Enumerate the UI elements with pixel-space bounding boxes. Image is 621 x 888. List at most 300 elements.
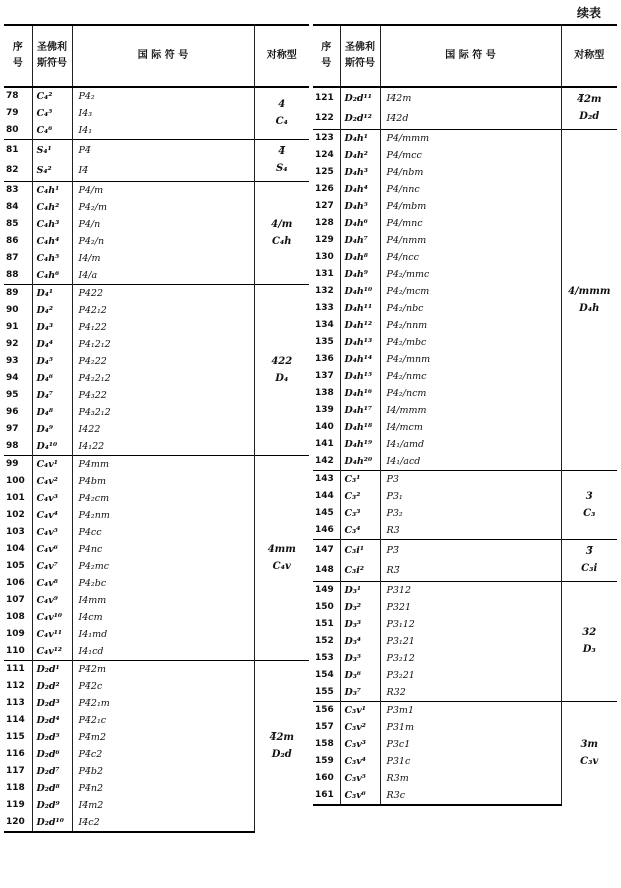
row-number: 82 xyxy=(4,161,32,182)
point-group-schoenflies: C₄h xyxy=(271,235,292,247)
schoenflies-symbol: D₄h¹³ xyxy=(340,334,380,351)
schoenflies-symbol: D₂d³ xyxy=(32,695,72,712)
row-number: 87 xyxy=(4,250,32,267)
international-symbol: I4mm xyxy=(72,592,254,609)
symmetry-type xyxy=(561,130,617,471)
row-number: 157 xyxy=(313,719,340,736)
international-symbol: P4̅2₁c xyxy=(72,712,254,729)
row-number: 95 xyxy=(4,387,32,404)
international-symbol: P4₂/mbc xyxy=(380,334,561,351)
row-number: 103 xyxy=(4,524,32,541)
international-symbol: P4/m xyxy=(72,182,254,200)
row-number: 93 xyxy=(4,353,32,370)
schoenflies-symbol: D₄h¹⁴ xyxy=(340,351,380,368)
international-symbol: P4₂/nbc xyxy=(380,300,561,317)
row-number: 143 xyxy=(313,471,340,489)
row-number: 144 xyxy=(313,488,340,505)
row-number: 145 xyxy=(313,505,340,522)
row-number: 134 xyxy=(313,317,340,334)
international-symbol: I4̅m2 xyxy=(72,797,254,814)
international-symbol: I4₁md xyxy=(72,626,254,643)
international-symbol: P312 xyxy=(380,582,561,600)
symmetry-type xyxy=(254,456,309,661)
row-number: 152 xyxy=(313,633,340,650)
header-international: 国 际 符 号 xyxy=(72,25,254,87)
schoenflies-symbol: D₄h¹ xyxy=(340,130,380,148)
international-symbol: I4/a xyxy=(72,267,254,285)
table-row xyxy=(313,702,617,720)
schoenflies-symbol: C₄v² xyxy=(32,473,72,490)
schoenflies-symbol: D₄h²⁰ xyxy=(340,453,380,471)
international-symbol: P4₂mc xyxy=(72,558,254,575)
row-number: 159 xyxy=(313,753,340,770)
point-group-schoenflies: C₃v xyxy=(580,756,599,767)
row-number: 117 xyxy=(4,763,32,780)
schoenflies-symbol: D₂d⁵ xyxy=(32,729,72,746)
schoenflies-symbol: C₄v⁸ xyxy=(32,575,72,592)
international-symbol: P4₃2₁2 xyxy=(72,404,254,421)
international-symbol: P4₂/mcm xyxy=(380,283,561,300)
row-number: 85 xyxy=(4,216,32,233)
header-row xyxy=(4,25,309,87)
international-symbol: P4₃22 xyxy=(72,387,254,404)
schoenflies-symbol: D₂d¹ xyxy=(32,661,72,679)
row-number: 104 xyxy=(4,541,32,558)
right-table xyxy=(313,24,617,806)
international-symbol: I4̅c2 xyxy=(72,814,254,832)
schoenflies-symbol: D₄⁴ xyxy=(32,336,72,353)
symmetry-type xyxy=(561,702,617,806)
table-row xyxy=(313,87,617,109)
schoenflies-symbol: C₃² xyxy=(340,488,380,505)
row-number: 114 xyxy=(4,712,32,729)
international-symbol: P4₂cm xyxy=(72,490,254,507)
international-symbol: P4̅c2 xyxy=(72,746,254,763)
schoenflies-symbol: D₄³ xyxy=(32,319,72,336)
international-symbol: I4₃ xyxy=(72,105,254,122)
schoenflies-symbol: C₄h¹ xyxy=(32,182,72,200)
schoenflies-symbol: D₄h¹⁰ xyxy=(340,283,380,300)
row-number: 148 xyxy=(313,561,340,582)
international-symbol: P4/mnc xyxy=(380,215,561,232)
row-number: 138 xyxy=(313,385,340,402)
international-symbol: P4₂/ncm xyxy=(380,385,561,402)
international-symbol: P4̅n2 xyxy=(72,780,254,797)
row-number: 110 xyxy=(4,643,32,661)
row-number: 119 xyxy=(4,797,32,814)
international-symbol: P4₂/mmc xyxy=(380,266,561,283)
international-symbol: P3₁21 xyxy=(380,633,561,650)
point-group-schoenflies: D₄ xyxy=(275,372,289,384)
row-number: 100 xyxy=(4,473,32,490)
point-group-international: 4/m xyxy=(271,218,293,230)
table-row xyxy=(4,661,309,679)
international-symbol: I4/m xyxy=(72,250,254,267)
international-symbol: P4/n xyxy=(72,216,254,233)
international-symbol: P31m xyxy=(380,719,561,736)
row-number: 99 xyxy=(4,456,32,474)
schoenflies-symbol: D₂d⁹ xyxy=(32,797,72,814)
symmetry-type xyxy=(254,182,309,285)
schoenflies-symbol: S₄¹ xyxy=(32,140,72,161)
symmetry-type xyxy=(561,582,617,702)
row-number: 89 xyxy=(4,285,32,303)
international-symbol: P42₁2 xyxy=(72,302,254,319)
schoenflies-symbol: D₂d¹² xyxy=(340,109,380,130)
schoenflies-symbol: D₃⁶ xyxy=(340,667,380,684)
schoenflies-symbol: D₄h⁶ xyxy=(340,215,380,232)
row-number: 90 xyxy=(4,302,32,319)
international-symbol: P4₂/n xyxy=(72,233,254,250)
international-symbol: I4₁/amd xyxy=(380,436,561,453)
row-number: 126 xyxy=(313,181,340,198)
schoenflies-symbol: C₄h⁵ xyxy=(32,250,72,267)
schoenflies-symbol: D₂d² xyxy=(32,678,72,695)
schoenflies-symbol: D₄h¹² xyxy=(340,317,380,334)
row-number: 149 xyxy=(313,582,340,600)
international-symbol: P422 xyxy=(72,285,254,303)
international-symbol: P4/nnc xyxy=(380,181,561,198)
international-symbol: P4/mmm xyxy=(380,130,561,148)
international-symbol: I4/mcm xyxy=(380,419,561,436)
international-symbol: I4₁22 xyxy=(72,438,254,456)
schoenflies-symbol: C₄² xyxy=(32,87,72,105)
international-symbol: I4₁/acd xyxy=(380,453,561,471)
international-symbol: P4̅2₁m xyxy=(72,695,254,712)
schoenflies-symbol: C₃i¹ xyxy=(340,540,380,561)
header-symmetry: 对称型 xyxy=(574,50,605,61)
symmetry-type xyxy=(561,540,617,582)
schoenflies-symbol: C₄v¹⁰ xyxy=(32,609,72,626)
row-number: 106 xyxy=(4,575,32,592)
row-number: 131 xyxy=(313,266,340,283)
international-symbol: P3 xyxy=(380,471,561,489)
row-number: 161 xyxy=(313,787,340,805)
schoenflies-symbol: D₄h⁷ xyxy=(340,232,380,249)
schoenflies-symbol: D₂d⁴ xyxy=(32,712,72,729)
row-number: 86 xyxy=(4,233,32,250)
row-number: 154 xyxy=(313,667,340,684)
schoenflies-symbol: D₄h⁹ xyxy=(340,266,380,283)
international-symbol: I4cm xyxy=(72,609,254,626)
symmetry-type xyxy=(561,471,617,540)
international-symbol: I4̅2d xyxy=(380,109,561,130)
international-symbol: P4/nbm xyxy=(380,164,561,181)
international-symbol: R3 xyxy=(380,522,561,540)
schoenflies-symbol: D₃¹ xyxy=(340,582,380,600)
international-symbol: P4̅ xyxy=(72,140,254,161)
row-number: 98 xyxy=(4,438,32,456)
row-number: 107 xyxy=(4,592,32,609)
schoenflies-symbol: C₃v⁶ xyxy=(340,787,380,805)
row-number: 125 xyxy=(313,164,340,181)
schoenflies-symbol: C₃v⁴ xyxy=(340,753,380,770)
row-number: 84 xyxy=(4,199,32,216)
point-group-international: 4̅2m xyxy=(577,94,602,105)
row-number: 81 xyxy=(4,140,32,161)
international-symbol: P4₂2₁2 xyxy=(72,370,254,387)
schoenflies-symbol: D₂d⁷ xyxy=(32,763,72,780)
schoenflies-symbol: D₂d⁸ xyxy=(32,780,72,797)
symmetry-type xyxy=(561,87,617,130)
international-symbol: R32 xyxy=(380,684,561,702)
schoenflies-symbol: D₄h³ xyxy=(340,164,380,181)
row-number: 140 xyxy=(313,419,340,436)
row-number: 142 xyxy=(313,453,340,471)
international-symbol: P4bm xyxy=(72,473,254,490)
schoenflies-symbol: C₄v⁷ xyxy=(32,558,72,575)
international-symbol: P4₁22 xyxy=(72,319,254,336)
row-number: 153 xyxy=(313,650,340,667)
schoenflies-symbol: C₃v¹ xyxy=(340,702,380,720)
international-symbol: P4̅m2 xyxy=(72,729,254,746)
row-number: 146 xyxy=(313,522,340,540)
row-number: 155 xyxy=(313,684,340,702)
international-symbol: P3̅ xyxy=(380,540,561,561)
schoenflies-symbol: D₂d¹¹ xyxy=(340,87,380,109)
row-number: 130 xyxy=(313,249,340,266)
symmetry-type xyxy=(254,661,309,833)
row-number: 115 xyxy=(4,729,32,746)
schoenflies-symbol: D₃⁴ xyxy=(340,633,380,650)
international-symbol: R3̅ xyxy=(380,561,561,582)
international-symbol: P4/mbm xyxy=(380,198,561,215)
row-number: 136 xyxy=(313,351,340,368)
row-number: 79 xyxy=(4,105,32,122)
point-group-international: 32 xyxy=(582,627,597,638)
row-number: 129 xyxy=(313,232,340,249)
schoenflies-symbol: C₄v⁴ xyxy=(32,507,72,524)
row-number: 109 xyxy=(4,626,32,643)
international-symbol: R3m xyxy=(380,770,561,787)
point-group-schoenflies: D₂d xyxy=(271,749,292,760)
international-symbol: P3₂21 xyxy=(380,667,561,684)
row-number: 151 xyxy=(313,616,340,633)
schoenflies-symbol: D₄⁹ xyxy=(32,421,72,438)
row-number: 116 xyxy=(4,746,32,763)
schoenflies-symbol: C₄v⁶ xyxy=(32,541,72,558)
schoenflies-symbol: D₂d⁶ xyxy=(32,746,72,763)
row-number: 78 xyxy=(4,87,32,105)
international-symbol: R3c xyxy=(380,787,561,805)
point-group-schoenflies: C₃i xyxy=(581,563,598,574)
point-group-schoenflies: S₄ xyxy=(275,163,288,174)
schoenflies-symbol: C₄h³ xyxy=(32,216,72,233)
row-number: 133 xyxy=(313,300,340,317)
point-group-schoenflies: D₄h xyxy=(579,302,600,314)
row-number: 141 xyxy=(313,436,340,453)
point-group-international: 4/mmm xyxy=(568,285,611,297)
schoenflies-symbol: D₃² xyxy=(340,599,380,616)
row-number: 111 xyxy=(4,661,32,679)
international-symbol: I4̅2m xyxy=(380,87,561,109)
row-number: 80 xyxy=(4,122,32,140)
schoenflies-symbol: C₃v³ xyxy=(340,736,380,753)
point-group-international: 3 xyxy=(585,490,593,502)
schoenflies-symbol: D₄⁷ xyxy=(32,387,72,404)
point-group-schoenflies: C₄v xyxy=(272,560,291,572)
table-row xyxy=(4,140,309,161)
table-row xyxy=(4,285,309,303)
point-group-schoenflies: C₄ xyxy=(275,116,288,127)
schoenflies-symbol: C₄h² xyxy=(32,199,72,216)
left-table xyxy=(4,24,309,833)
schoenflies-symbol: D₄h¹⁵ xyxy=(340,368,380,385)
international-symbol: I4/mmm xyxy=(380,402,561,419)
schoenflies-symbol: C₄⁵ xyxy=(32,105,72,122)
row-number: 120 xyxy=(4,814,32,832)
international-symbol: I4₁cd xyxy=(72,643,254,661)
row-number: 88 xyxy=(4,267,32,285)
row-number: 127 xyxy=(313,198,340,215)
international-symbol: P4̅2m xyxy=(72,661,254,679)
row-number: 113 xyxy=(4,695,32,712)
header-number: 序 号 xyxy=(313,25,340,87)
table-row xyxy=(313,582,617,600)
international-symbol: P4₂nm xyxy=(72,507,254,524)
international-symbol: P4/mcc xyxy=(380,147,561,164)
table-row xyxy=(4,456,309,474)
schoenflies-symbol: C₃¹ xyxy=(340,471,380,489)
international-symbol: P3₂ xyxy=(380,505,561,522)
international-symbol: P4₂22 xyxy=(72,353,254,370)
schoenflies-symbol: C₄h⁴ xyxy=(32,233,72,250)
table-row xyxy=(313,471,617,489)
schoenflies-symbol: C₄v¹¹ xyxy=(32,626,72,643)
schoenflies-symbol: D₄¹⁰ xyxy=(32,438,72,456)
row-number: 91 xyxy=(4,319,32,336)
continued-label: 续表 xyxy=(576,6,601,20)
international-symbol: I422 xyxy=(72,421,254,438)
point-group-international: 3m xyxy=(580,739,599,750)
table-row xyxy=(313,130,617,148)
schoenflies-symbol: D₂d¹⁰ xyxy=(32,814,72,832)
schoenflies-symbol: D₃⁵ xyxy=(340,650,380,667)
table-row xyxy=(4,87,309,105)
international-symbol: P4₂/m xyxy=(72,199,254,216)
schoenflies-symbol: D₄h¹⁸ xyxy=(340,419,380,436)
schoenflies-symbol: D₄⁶ xyxy=(32,370,72,387)
international-symbol: P31c xyxy=(380,753,561,770)
international-symbol: P4mm xyxy=(72,456,254,474)
schoenflies-symbol: D₄⁸ xyxy=(32,404,72,421)
schoenflies-symbol: C₃i² xyxy=(340,561,380,582)
international-symbol: P4₁2₁2 xyxy=(72,336,254,353)
schoenflies-symbol: C₄v¹ xyxy=(32,456,72,474)
header-number: 序 号 xyxy=(4,25,32,87)
symmetry-type xyxy=(254,140,309,182)
row-number: 137 xyxy=(313,368,340,385)
row-number: 118 xyxy=(4,780,32,797)
schoenflies-symbol: D₄h² xyxy=(340,147,380,164)
schoenflies-symbol: C₄v⁵ xyxy=(32,524,72,541)
schoenflies-symbol: D₄h¹⁷ xyxy=(340,402,380,419)
header-symmetry: 对称型 xyxy=(266,50,297,61)
international-symbol: P3₁12 xyxy=(380,616,561,633)
row-number: 139 xyxy=(313,402,340,419)
row-number: 132 xyxy=(313,283,340,300)
row-number: 101 xyxy=(4,490,32,507)
international-symbol: P4/nmm xyxy=(380,232,561,249)
schoenflies-symbol: S₄² xyxy=(32,161,72,182)
symmetry-type xyxy=(254,285,309,456)
row-number: 105 xyxy=(4,558,32,575)
row-number: 94 xyxy=(4,370,32,387)
symmetry-type xyxy=(254,87,309,140)
row-number: 112 xyxy=(4,678,32,695)
international-symbol: P4₂/mnm xyxy=(380,351,561,368)
schoenflies-symbol: D₄h¹⁹ xyxy=(340,436,380,453)
schoenflies-symbol: D₄h¹⁶ xyxy=(340,385,380,402)
row-number: 122 xyxy=(313,109,340,130)
international-symbol: P3₁ xyxy=(380,488,561,505)
international-symbol: P3m1 xyxy=(380,702,561,720)
international-symbol: I4̅ xyxy=(72,161,254,182)
international-symbol: P4/ncc xyxy=(380,249,561,266)
schoenflies-symbol: C₃⁴ xyxy=(340,522,380,540)
row-number: 102 xyxy=(4,507,32,524)
row-number: 83 xyxy=(4,182,32,200)
schoenflies-symbol: C₃³ xyxy=(340,505,380,522)
point-group-schoenflies: D₂d xyxy=(579,111,600,122)
row-number: 124 xyxy=(313,147,340,164)
row-number: 158 xyxy=(313,736,340,753)
header-row xyxy=(313,25,617,87)
header-schoenflies: 圣佛利 斯符号 xyxy=(32,25,72,87)
schoenflies-symbol: D₄¹ xyxy=(32,285,72,303)
schoenflies-symbol: D₄h⁵ xyxy=(340,198,380,215)
row-number: 121 xyxy=(313,87,340,109)
schoenflies-symbol: C₄v¹² xyxy=(32,643,72,661)
international-symbol: P3₂12 xyxy=(380,650,561,667)
schoenflies-symbol: C₄h⁶ xyxy=(32,267,72,285)
row-number: 150 xyxy=(313,599,340,616)
international-symbol: P4nc xyxy=(72,541,254,558)
row-number: 123 xyxy=(313,130,340,148)
row-number: 156 xyxy=(313,702,340,720)
schoenflies-symbol: C₃v⁵ xyxy=(340,770,380,787)
point-group-international: 4̅ xyxy=(278,146,286,157)
row-number: 97 xyxy=(4,421,32,438)
international-symbol: P4̅b2 xyxy=(72,763,254,780)
international-symbol: P4₂/nmc xyxy=(380,368,561,385)
row-number: 128 xyxy=(313,215,340,232)
schoenflies-symbol: D₄⁵ xyxy=(32,353,72,370)
international-symbol: P4cc xyxy=(72,524,254,541)
international-symbol: P4̅2c xyxy=(72,678,254,695)
international-symbol: P4₂ xyxy=(72,87,254,105)
table-row xyxy=(4,182,309,200)
point-group-schoenflies: D₃ xyxy=(582,644,596,655)
international-symbol: P4₂/nnm xyxy=(380,317,561,334)
point-group-international: 4̅2m xyxy=(269,732,294,743)
row-number: 147 xyxy=(313,540,340,561)
schoenflies-symbol: D₄h⁴ xyxy=(340,181,380,198)
point-group-international: 4 xyxy=(278,99,286,110)
row-number: 160 xyxy=(313,770,340,787)
schoenflies-symbol: D₃³ xyxy=(340,616,380,633)
header-international: 国 际 符 号 xyxy=(380,25,561,87)
row-number: 92 xyxy=(4,336,32,353)
international-symbol: P4₂bc xyxy=(72,575,254,592)
point-group-international: 3̅ xyxy=(585,546,593,557)
schoenflies-symbol: D₄h¹¹ xyxy=(340,300,380,317)
point-group-international: 4mm xyxy=(267,543,296,555)
schoenflies-symbol: C₃v² xyxy=(340,719,380,736)
point-group-international: 422 xyxy=(271,355,293,367)
international-symbol: P3c1 xyxy=(380,736,561,753)
point-group-schoenflies: C₃ xyxy=(583,507,596,519)
